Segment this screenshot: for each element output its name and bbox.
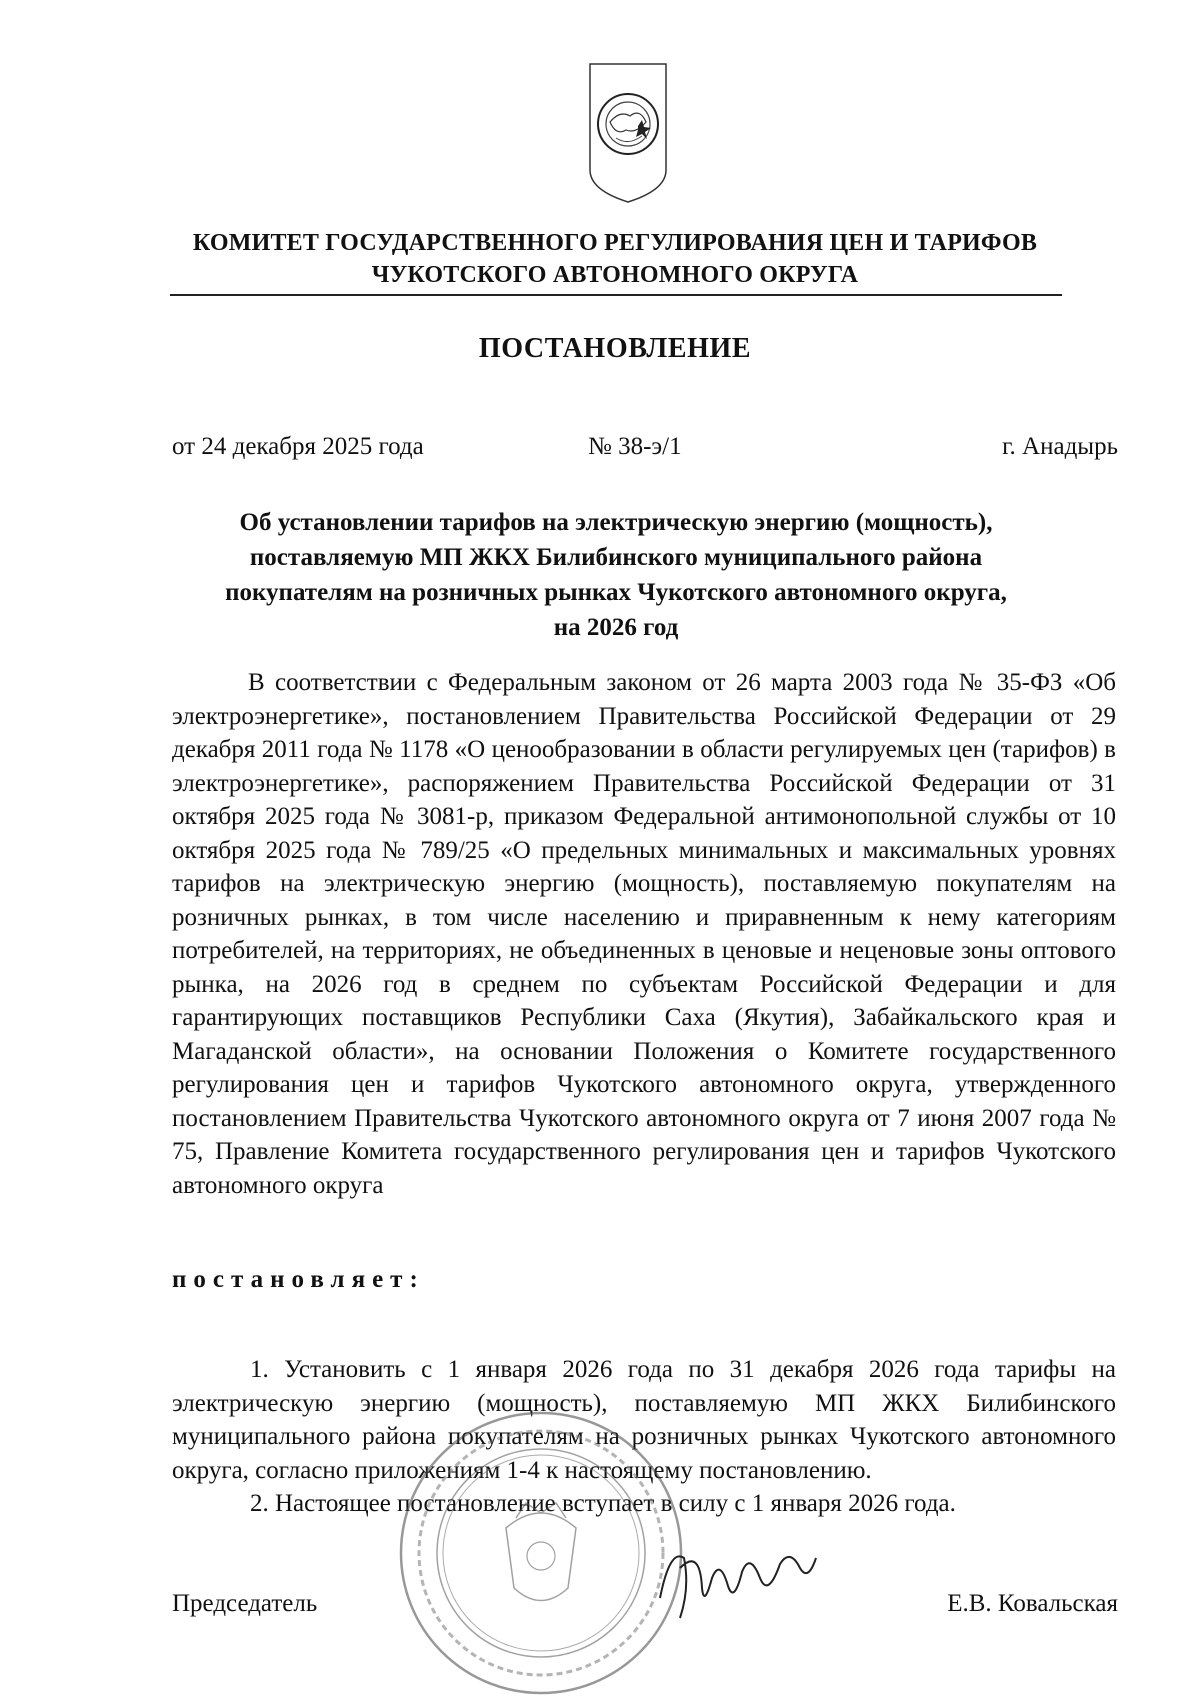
organization-name-line-1: КОМИТЕТ ГОСУДАРСТВЕННОГО РЕГУЛИРОВАНИЯ ЦЕН И ТАРИФОВ [192,230,1038,256]
subject-line: поставляемую МП ЖКХ Билибинского муниципального района [249,544,983,571]
signatory-title: Председатель [172,1590,318,1617]
preamble-paragraph: В соответствии с Федеральным законом от 26 марта 2003 года № 35-ФЗ «Об электроэнергетике», постановлением Правительства Российской Федерации от 29 декабря 2011 года № 1178 «О ценообразовании в области регулируемых цен (тарифов) в электроэнергетике», распоряжением Правительства Российской Федерации от 31 октября 2025 года № 3081-р, приказом Федеральной антимонопольной службы от 10 октября 2025 года № 789/25 «О предельных минимальных и максимальных уровнях тарифов на электрическую энергию (мощность), поставляемую покупателям на розничных рынках, в том числе населению и приравненным к нему категориям потребителей, на территориях, не объединенных в ценовые и неценовые зоны оптового рынка, на 2026 год в среднем по субъектам Российской Федерации и для гарантирующих поставщиков Республики Саха (Якутия), Забайкальского края и Магаданской области», на основании Положения о Комитете государственного регулирования цен и тарифов Чукотского автономного округа, утвержденного постановлением Правительства Чукотского автономного округа от 7 июня 2007 года № 75, Правление Комитета государственного регулирования цен и тарифов Чукотского автономного округа [172,669,1116,1199]
subject-line: Об установлении тарифов на электрическую энергию (мощность), [239,509,993,536]
subject-line: на 2026 год [553,614,679,641]
handwritten-signature-icon [650,1528,820,1628]
preamble [172,666,1116,1202]
item-1-text: 1. Установить с 1 января 2026 года по 31 декабря 2026 года тарифы на электрическую энергию (мощность), поставляемую МП ЖКХ Билибинского муниципального района покупателям на розничных рынках Чукотского автономного округа, согласно приложениям 1-4 к настоящему постановлению. [172,1356,1116,1484]
document-city: г. Анадырь [1002,433,1118,460]
official-seal-icon [396,1408,686,1698]
document-date: от 24 декабря 2025 года [172,433,424,460]
document-number: № 38-э/1 [588,433,682,460]
header-divider [170,294,1062,296]
resolves-word: постановляет: [172,1266,425,1293]
document-type-title: ПОСТАНОВЛЕНИЕ [478,333,752,364]
signatory-name: Е.В. Ковальская [947,1590,1118,1617]
coat-of-arms-icon [586,60,670,206]
resolution-item-2: 2. Настоящее постановление вступает в силу с 1 января 2026 года. [250,1490,956,1517]
organization-name-line-2: ЧУКОТСКОГО АВТОНОМНОГО ОКРУГА [371,262,859,288]
document-subject [170,505,1062,645]
subject-line: покупателям на розничных рынках Чукотского автономного округа, [225,579,1007,606]
